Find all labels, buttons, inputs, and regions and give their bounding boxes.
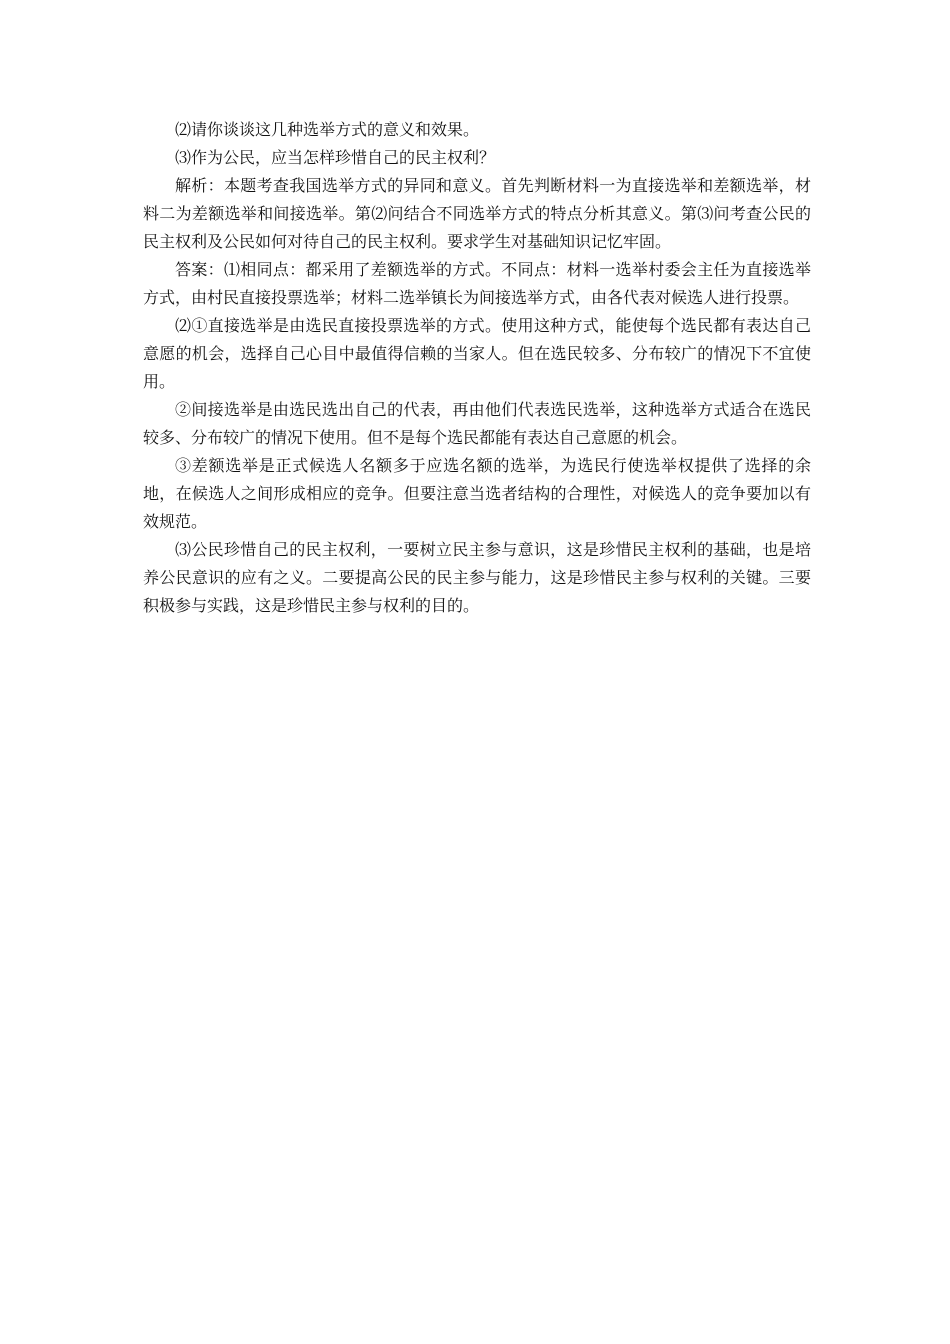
answer-2-competitive-election-paragraph: ③差额选举是正式候选人名额多于应选名额的选举，为选民行使选举权提供了选择的余地，在候选人之间形成相应的竞争。但要注意当选者结构的合理性，对候选人的竞争要加以有效规范。 xyxy=(143,456,811,531)
document-body xyxy=(143,116,811,620)
answer-2-indirect-election-paragraph: ②间接选举是由选民选出自己的代表，再由他们代表选民选举，这种选举方式适合在选民较多、分布较广的情况下使用。但不是每个选民都能有表达自己意愿的机会。 xyxy=(143,400,811,447)
answer-2-direct-election-paragraph: ⑵①直接选举是由选民直接投票选举的方式。使用这种方式，能使每个选民都有表达自己意愿的机会，选择自己心目中最值得信赖的当家人。但在选民较多、分布较广的情况下不宜使用。 xyxy=(143,316,811,391)
question-3-prompt: ⑶作为公民，应当怎样珍惜自己的民主权利？ xyxy=(175,148,496,167)
answer-3-paragraph: ⑶公民珍惜自己的民主权利，一要树立民主参与意识，这是珍惜民主权利的基础，也是培养公民意识的应有之义。二要提高公民的民主参与能力，这是珍惜民主参与权利的关键。三要积极参与实践，这是珍惜民主参与权利的目的。 xyxy=(143,540,811,615)
answer-1-paragraph: 答案：⑴相同点：都采用了差额选举的方式。不同点：材料一选举村委会主任为直接选举方式，由村民直接投票选举；材料二选举镇长为间接选举方式，由各代表对候选人进行投票。 xyxy=(143,260,811,307)
question-2-prompt: ⑵请你谈谈这几种选举方式的意义和效果。 xyxy=(175,120,480,139)
analysis-paragraph: 解析：本题考查我国选举方式的异同和意义。首先判断材料一为直接选举和差额选举，材料二为差额选举和间接选举。第⑵问结合不同选举方式的特点分析其意义。第⑶问考查公民的民主权利及公民如何对待自己的民主权利。要求学生对基础知识记忆牢固。 xyxy=(143,176,811,251)
